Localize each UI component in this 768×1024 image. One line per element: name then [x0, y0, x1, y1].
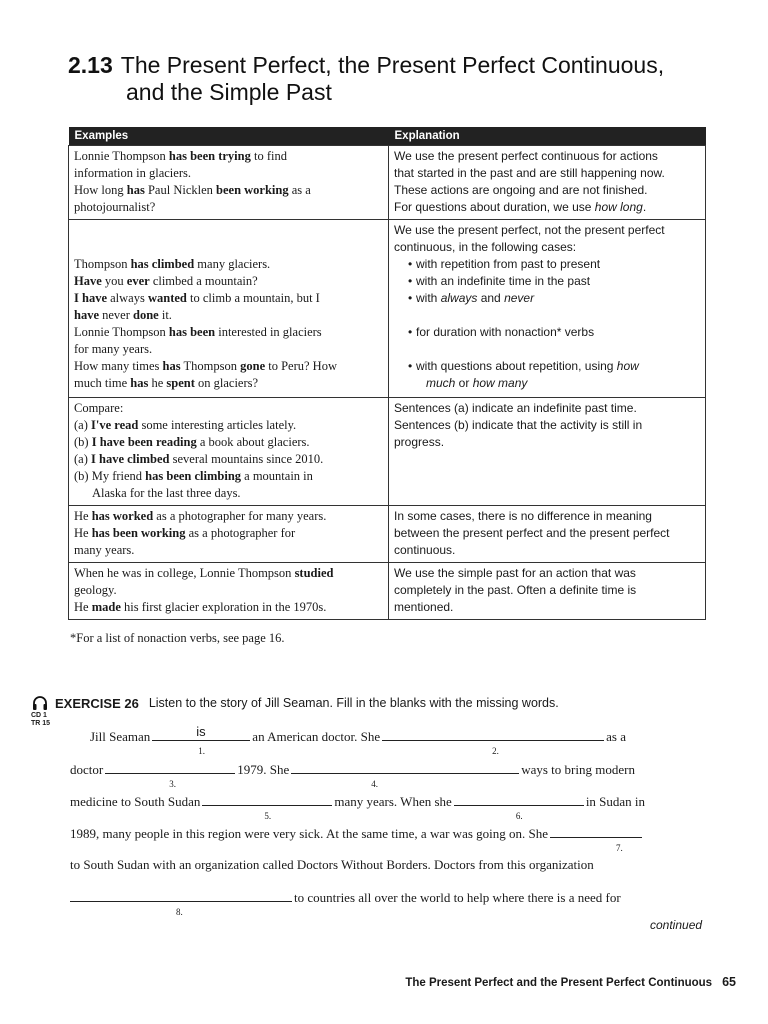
blank-number: 2.	[492, 746, 499, 756]
example-line: (b) My friend has been climbing a mountain in	[74, 469, 313, 483]
cd-number: CD 1	[31, 712, 47, 719]
blank-5[interactable]	[202, 793, 332, 821]
section-title	[68, 52, 664, 106]
blank-number: 8.	[176, 907, 183, 917]
footnote: *For a list of nonaction verbs, see page 16.	[70, 631, 285, 645]
explanation-cell	[389, 220, 706, 398]
example-line: How many times has Thompson gone to Peru? How	[74, 359, 337, 373]
text-segment: to countries all over the world to help where there is a need for	[294, 890, 621, 905]
text-segment: Jill Seaman	[90, 729, 151, 744]
text-segment: 1979. She	[237, 762, 290, 777]
header-examples: Examples	[69, 127, 389, 146]
table-row	[69, 398, 706, 506]
blank-number: 1.	[198, 746, 206, 756]
example-line: He has been working as a photographer for	[74, 526, 296, 540]
grammar-table	[68, 127, 706, 620]
examples-cell	[69, 220, 389, 398]
example-line: I have always wanted to climb a mountain, but I	[74, 291, 320, 305]
title-line-1: The Present Perfect, the Present Perfect Continuous,	[120, 52, 665, 78]
headphones-icon	[32, 695, 48, 711]
examples-cell	[69, 506, 389, 563]
example-line: When he was in college, Lonnie Thompson studied	[74, 566, 334, 580]
title-line-2: and the Simple Past	[126, 79, 332, 105]
exercise-instruction: Listen to the story of Jill Seaman. Fill in the blanks with the missing words.	[148, 696, 559, 710]
example-line: information in glaciers.	[74, 166, 191, 180]
example-line: (a) I have climbed several mountains since 2010.	[74, 452, 324, 466]
explanation-line: We use the present perfect continuous for actions	[394, 149, 658, 163]
blank-8[interactable]	[70, 889, 292, 917]
table-row	[69, 563, 706, 620]
explanation-line: mentioned.	[394, 600, 454, 614]
exercise-line	[90, 724, 710, 756]
example-line: much time has he spent on glaciers?	[74, 376, 259, 390]
answer-1: is	[196, 724, 206, 739]
page-footer	[405, 975, 736, 989]
blank-number: 4.	[371, 779, 378, 789]
text-segment: medicine to South Sudan	[70, 794, 201, 809]
continued-label: continued	[650, 918, 703, 932]
blank-number: 6.	[515, 811, 523, 821]
exercise-line	[70, 825, 690, 853]
exercise-line	[70, 761, 690, 789]
exercise-line	[70, 793, 690, 821]
table-header-row	[69, 127, 706, 146]
example-line: Alaska for the last three days.	[92, 486, 241, 500]
example-line: Have you ever climbed a mountain?	[74, 274, 258, 288]
example-line: Lonnie Thompson has been interested in glaciers	[74, 325, 322, 339]
example-line: (a) I've read some interesting articles lately.	[74, 418, 297, 432]
example-line: for many years.	[74, 342, 153, 356]
example-line: geology.	[74, 583, 117, 597]
text-segment: ways to bring modern	[521, 762, 635, 777]
example-line: many years.	[74, 543, 135, 557]
blank-number: 3.	[169, 779, 176, 789]
example-line: How long has Paul Nicklen been working as a	[74, 183, 311, 197]
example-line: photojournalist?	[74, 200, 156, 214]
example-line: (b) I have been reading a book about glaciers.	[74, 435, 310, 449]
explanation-line: continuous, in the following cases:	[394, 240, 577, 254]
text-segment: to South Sudan with an organization called Doctors Without Borders. Doctors from this organization	[70, 857, 594, 872]
text-segment: 1989, many people in this region were very sick. At the same time, a war was going on. She	[70, 826, 549, 841]
explanation-cell	[389, 563, 706, 620]
example-line: have never done it.	[74, 308, 172, 322]
explanation-cell	[389, 398, 706, 506]
bullet-item-continued: much or how many	[426, 376, 528, 390]
blank-number: 5.	[264, 811, 272, 821]
text-segment: as a	[606, 729, 626, 744]
explanation-line: Sentences (a) indicate an indefinite past time.	[394, 401, 637, 415]
text-segment: in Sudan in	[585, 794, 646, 809]
explanation-line: that started in the past and are still happening now.	[394, 166, 665, 180]
blank-number: 7.	[616, 843, 623, 853]
examples-cell	[69, 146, 389, 220]
exercise-line	[70, 889, 690, 917]
page-number: 65	[722, 975, 736, 989]
blank-3[interactable]	[105, 761, 235, 789]
exercise-line	[70, 857, 690, 873]
examples-cell	[69, 563, 389, 620]
header-explanation: Explanation	[389, 127, 706, 146]
explanation-line: between the present perfect and the present perfect	[394, 526, 670, 540]
example-line: He made his first glacier exploration in the 1970s.	[74, 600, 327, 614]
explanation-cell	[389, 506, 706, 563]
bullet-item: • with questions about repetition, using how	[394, 358, 700, 375]
bullet-item: • with always and never	[394, 290, 700, 307]
example-line: Thompson has climbed many glaciers.	[74, 257, 271, 271]
explanation-line: In some cases, there is no difference in meaning	[394, 509, 652, 523]
explanation-line: Sentences (b) indicate that the activity is still in	[394, 418, 643, 432]
example-line: Compare:	[74, 401, 124, 415]
table-row	[69, 146, 706, 220]
explanation-line: We use the present perfect, not the present perfect	[394, 223, 665, 237]
bullet-item: • with repetition from past to present	[394, 256, 700, 273]
blank-2[interactable]	[382, 728, 604, 756]
explanation-line: These actions are ongoing and are not finished.	[394, 183, 648, 197]
bullet-item: • with an indefinite time in the past	[394, 273, 700, 290]
table-row	[69, 506, 706, 563]
explanation-line: For questions about duration, we use how long.	[394, 200, 647, 214]
blank-6[interactable]	[454, 793, 584, 821]
track-number: TR 15	[31, 720, 51, 727]
examples-cell	[69, 398, 389, 506]
table-row	[69, 220, 706, 398]
section-number: 2.13	[68, 52, 113, 78]
example-line: Lonnie Thompson has been trying to find	[74, 149, 287, 163]
explanation-line: We use the simple past for an action that was	[394, 566, 636, 580]
blank-1[interactable]	[152, 724, 250, 756]
cd-track-label	[31, 712, 50, 728]
text-segment: doctor	[70, 762, 104, 777]
exercise-heading	[32, 695, 559, 711]
example-line: He has worked as a photographer for many years.	[74, 509, 327, 523]
explanation-cell	[389, 146, 706, 220]
explanation-line: completely in the past. Often a definite time is	[394, 583, 637, 597]
explanation-line: continuous.	[394, 543, 456, 557]
text-segment: an American doctor. She	[252, 729, 381, 744]
footer-title: The Present Perfect and the Present Perfect Continuous	[405, 977, 713, 989]
text-segment: many years. When she	[334, 794, 452, 809]
exercise-label: EXERCISE 26	[55, 695, 139, 711]
explanation-line: progress.	[394, 435, 445, 449]
blank-7[interactable]	[550, 825, 642, 853]
bullet-item: • for duration with nonaction* verbs	[394, 324, 700, 341]
blank-4[interactable]	[291, 761, 519, 789]
